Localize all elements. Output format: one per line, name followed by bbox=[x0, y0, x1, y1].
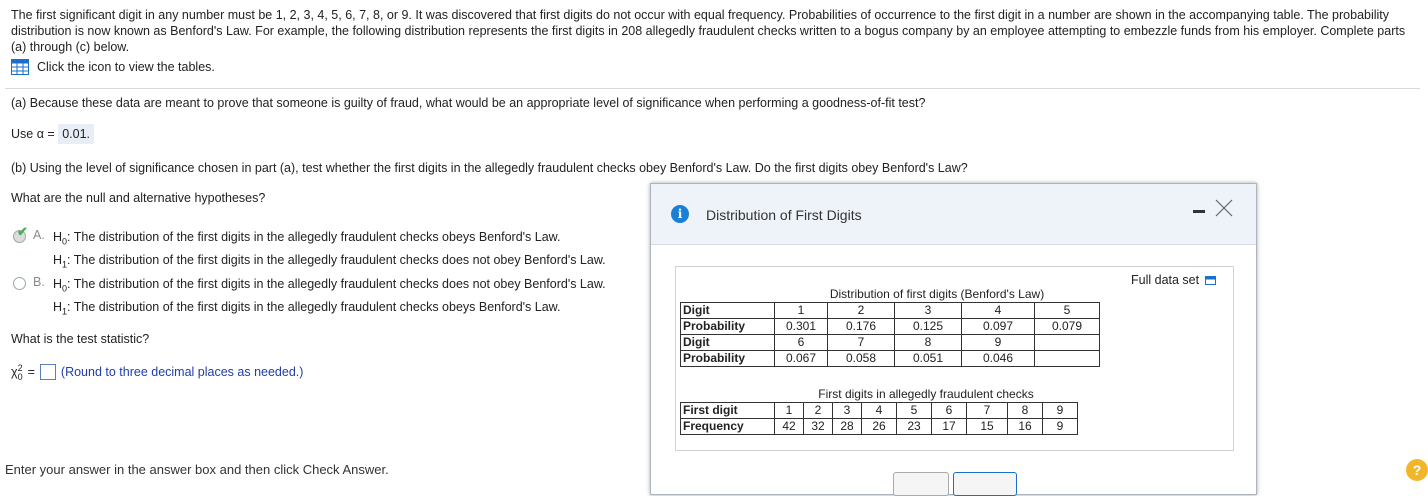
use-alpha-label: Use α = bbox=[11, 127, 55, 141]
chi-square-answer-line: $\chi^2_0$ = (Round to three decimal places as needed.) bbox=[11, 363, 304, 382]
table-row: Probability 0.067 0.058 0.051 0.046 bbox=[681, 351, 1100, 367]
test-statistic-input[interactable] bbox=[40, 364, 56, 380]
check-icon: ✔ bbox=[17, 224, 28, 239]
table-row: Frequency 42 32 28 26 23 17 15 16 9 bbox=[681, 419, 1078, 435]
view-tables-text[interactable]: Click the icon to view the tables. bbox=[37, 60, 215, 74]
radio-b[interactable] bbox=[13, 277, 26, 290]
minimize-button[interactable] bbox=[1193, 210, 1205, 213]
benford-table bbox=[680, 287, 1100, 367]
close-icon[interactable] bbox=[1213, 197, 1235, 219]
part-b-question: (b) Using the level of significance chosen in part (a), test whether the first digits in the allegedly fraudulent checks obey Benford's Law. Do the first digits obey Benford's Law? bbox=[11, 161, 968, 175]
help-icon[interactable]: ? bbox=[1406, 459, 1428, 481]
table-row: Probability 0.301 0.176 0.125 0.097 0.079 bbox=[681, 319, 1100, 335]
option-b-h1: The distribution of the first digits in the allegedly fraudulent checks obeys Benford's Law. bbox=[73, 300, 561, 314]
option-a-h0: The distribution of the first digits in the allegedly fraudulent checks obeys Benford's Law. bbox=[73, 230, 561, 244]
part-a-question: (a) Because these data are meant to prove that someone is guilty of fraud, what would be an appropriate level of significance when performing a goodness-of-fit test? bbox=[11, 96, 926, 110]
full-data-set-link[interactable]: Full data set bbox=[1131, 273, 1216, 287]
dialog-done-button[interactable] bbox=[953, 472, 1017, 496]
option-b[interactable]: B. $H_0$: The distribution of the first digits in the allegedly fraudulent checks does not obey Benford's Law. $H_1$: The distribution of the first digits in the allegedly fraudulent checks obeys Benford's Law. bbox=[13, 275, 606, 321]
table-icon[interactable] bbox=[11, 59, 29, 75]
copy-icon[interactable] bbox=[1205, 276, 1216, 285]
alpha-answer: 0.01. bbox=[58, 124, 94, 144]
option-a-letter: A. bbox=[33, 228, 45, 242]
chi-square-symbol: $\chi^2_0$ bbox=[11, 363, 23, 382]
divider bbox=[5, 88, 1420, 89]
option-a-h1: The distribution of the first digits in the allegedly fraudulent checks does not obey Benford's Law. bbox=[73, 253, 606, 267]
dialog-content bbox=[675, 266, 1234, 451]
dialog-header bbox=[651, 184, 1256, 245]
round-hint: (Round to three decimal places as needed.) bbox=[60, 365, 304, 380]
option-a[interactable]: ✔ A. $H_0$: The distribution of the first digits in the allegedly fraudulent checks obeys Benford's Law. $H_1$: The distribution of the first digits in the allegedly fraudulent checks does not obey Benford's Law. bbox=[13, 228, 606, 274]
dialog-title: Distribution of First Digits bbox=[706, 207, 862, 223]
table-row: Digit 6 7 8 9 bbox=[681, 335, 1100, 351]
view-tables-link[interactable] bbox=[11, 59, 215, 75]
option-b-h0: The distribution of the first digits in the allegedly fraudulent checks does not obey Benford's Law. bbox=[73, 277, 606, 291]
test-statistic-question: What is the test statistic? bbox=[11, 332, 150, 346]
fraud-checks-table bbox=[680, 387, 1078, 435]
info-icon: i bbox=[671, 205, 689, 223]
dialog-print-button[interactable] bbox=[893, 472, 949, 496]
table-row: Digit 1 2 3 4 5 bbox=[681, 303, 1100, 319]
benford-caption: Distribution of first digits (Benford's Law) bbox=[829, 287, 1045, 301]
distribution-dialog bbox=[650, 183, 1257, 495]
hypotheses-question: What are the null and alternative hypotheses? bbox=[11, 191, 266, 205]
option-b-letter: B. bbox=[33, 275, 45, 289]
fraud-caption: First digits in allegedly fraudulent checks bbox=[818, 387, 1034, 401]
part-a-answer-line bbox=[11, 127, 94, 141]
question-intro: The first significant digit in any number must be 1, 2, 3, 4, 5, 6, 7, 8, or 9. It was discovered that first digits do not occur with equal frequency. Probabilities of occurrence to the first digit in a number are shown in the accompanying table. The probability distribution is now known as Benford's Law. For example, the following distribution represents the first digits in 208 allegedly fraudulent checks written to a bogus company by an employee attempting to embezzle funds from his employer. Complete parts (a) through (c) below. bbox=[11, 8, 1406, 54]
table-row: First digit 1 2 3 4 5 6 7 8 9 bbox=[681, 403, 1078, 419]
footer-instruction: Enter your answer in the answer box and then click Check Answer. bbox=[5, 462, 389, 477]
